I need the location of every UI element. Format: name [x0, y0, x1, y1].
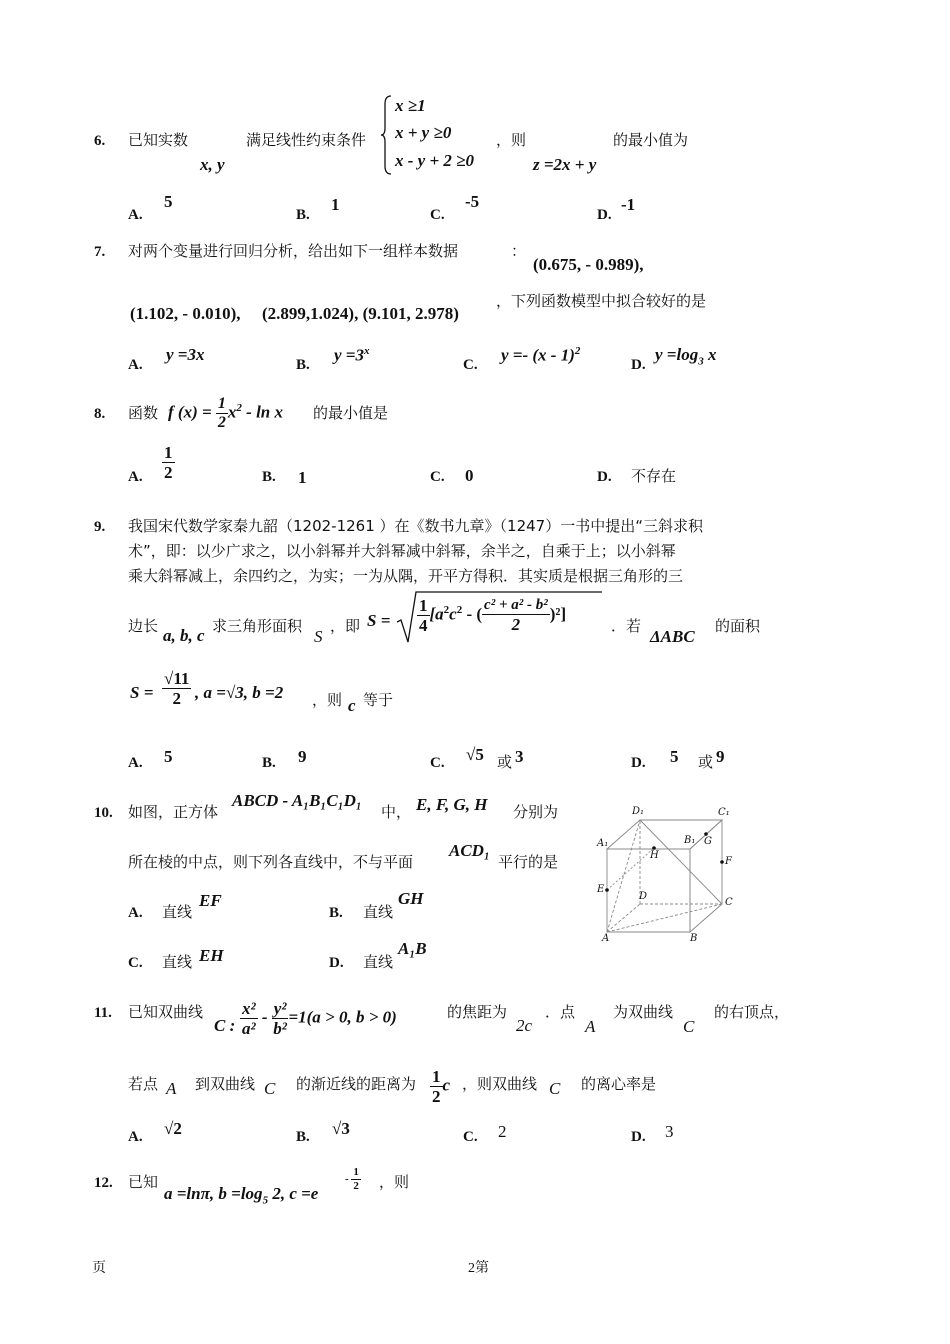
q12-number: 12. — [94, 1175, 113, 1191]
q10-cube-figure — [592, 800, 742, 950]
q6-option-b-value: 1 — [331, 195, 340, 214]
q6-constraint-2: x + y ≥0 — [395, 123, 452, 142]
q11-number: 11. — [94, 1005, 112, 1021]
q10-cube: ABCD - A₁B₁C₁D₁ — [232, 791, 362, 810]
q7-option-a-label: A. — [128, 357, 143, 373]
q10-plane: ACD₁ — [449, 841, 490, 860]
q11-text: 到双曲线 — [195, 1075, 256, 1093]
q7-point-1: (0.675, - 0.989), — [533, 255, 644, 274]
q6-number: 6. — [94, 133, 106, 149]
q11-point-a: A — [585, 1017, 596, 1036]
q6-option-a-value: 5 — [164, 192, 173, 211]
q10-fig-label-f: F — [725, 856, 732, 867]
q6-vars: x, y — [200, 155, 225, 174]
q9-option-c-label: C. — [430, 755, 445, 771]
q10-option-c-label: C. — [128, 955, 143, 971]
q10-option-d-text: 直线 — [363, 953, 394, 971]
q10-fig-label-c: C — [725, 897, 733, 908]
q8-option-a-value: $\frac{1}{2}$ — [164, 443, 173, 482]
q11-text: 的离心率是 — [581, 1075, 657, 1093]
q7-text: 对两个变量进行回归分析，给出如下一组样本数据 — [128, 242, 459, 260]
q6-objective: z =2x + y — [533, 155, 597, 174]
q7-option-b-value: $y =3^x$ — [334, 345, 370, 365]
q9-given-area: S = — [130, 683, 154, 702]
q9-text: 边长 — [128, 617, 159, 635]
q8-option-b-label: B. — [262, 469, 276, 485]
q10-option-d-value: A₁B — [398, 939, 427, 958]
q11-text: ，则双曲线 — [462, 1075, 538, 1093]
q6-text: 满足线性约束条件 — [246, 131, 367, 149]
q7-point-2: (1.102, - 0.010), — [130, 304, 241, 323]
q9-side-c: c — [348, 696, 356, 715]
q7-option-b-label: B. — [296, 357, 310, 373]
q10-fig-label-d1: D₁ — [632, 806, 645, 817]
q6-option-a-label: A. — [128, 207, 143, 223]
q9-given-sides: , a =√3, b =2 — [195, 683, 284, 702]
q9-given-frac: $\frac{√11}{2}$ — [164, 669, 190, 708]
q9-line-2: 术”，即：以少广求之，以小斜幂并大斜幂减中斜幂，余半之，自乘于上；以小斜幂 — [128, 542, 676, 560]
q11-option-b-value: √3 — [332, 1119, 350, 1138]
footer-left: 页 — [92, 1261, 106, 1276]
q9-text: 的面积 — [715, 617, 761, 635]
q10-option-a-label: A. — [128, 905, 143, 921]
q8-option-c-label: C. — [430, 469, 445, 485]
q11-text: 的焦距为 — [447, 1003, 508, 1021]
q11-hyperbola-c: C — [683, 1017, 695, 1036]
q11-text: 已知双曲线 — [128, 1003, 204, 1021]
q10-option-d-label: D. — [329, 955, 344, 971]
q9-text: ，则 — [312, 691, 343, 709]
q10-fig-label-a: A — [602, 933, 610, 944]
q10-text: 中， — [381, 803, 412, 821]
q9-option-c-value: √5 — [466, 745, 484, 764]
q11-hyperbola-c: C — [264, 1079, 276, 1098]
q11-option-d-label: D. — [631, 1129, 646, 1145]
q9-line-3: 乘大斜幂减上，余四约之，为实；一为从隅，开平方得积．其实质是根据三角形的三 — [128, 567, 684, 585]
q8-option-d-value: 不存在 — [631, 467, 677, 485]
q10-fig-label-e: E — [597, 884, 605, 895]
q9-option-b-value: 9 — [298, 747, 307, 766]
q7-option-a-value: y =3x — [166, 345, 205, 364]
q11-hyperbola-c: C — [549, 1079, 561, 1098]
q11-text: 的渐近线的距离为 — [296, 1075, 417, 1093]
q9-option-a-value: 5 — [164, 747, 173, 766]
q8-function: f (x) = $\frac{1}{2}$ $x^2$ - ln x — [168, 395, 284, 431]
q6-constraint-1: x ≥1 — [395, 96, 426, 115]
q8-text: 的最小值是 — [313, 404, 389, 422]
q6-brace — [381, 94, 393, 176]
q9-triangle: ΔABC — [650, 627, 695, 646]
q9-option-c-value-2: 3 — [515, 747, 524, 766]
q12-text: 已知 — [128, 1173, 159, 1191]
q6-constraint-3: x - y + 2 ≥0 — [395, 151, 474, 170]
q8-text: 函数 — [128, 404, 159, 422]
q9-option-c-or: 或 — [497, 753, 513, 771]
q9-text: 求三角形面积 — [212, 617, 303, 635]
q7-option-c-value: y =- (x - 1)$^2$ — [501, 345, 581, 365]
q11-focal: 2c — [516, 1016, 533, 1035]
q11-text: 的右顶点， — [714, 1003, 790, 1021]
q11-distance: $\frac{1}{2}$ c — [432, 1067, 451, 1106]
q11-equation: C : — [214, 1016, 236, 1035]
q7-number: 7. — [94, 244, 106, 260]
q8-option-d-label: D. — [597, 469, 612, 485]
q9-formula-lhs: S = — [367, 611, 391, 630]
q11-text: ．点 — [545, 1003, 576, 1021]
q11-point-a: A — [166, 1079, 177, 1098]
q10-fig-label-h: H — [650, 850, 659, 861]
q9-number: 9. — [94, 519, 106, 535]
q11-option-b-label: B. — [296, 1129, 310, 1145]
q9-sides: a, b, c — [163, 626, 205, 645]
q9-area-symbol: S — [314, 627, 323, 646]
q11-equation-fracs: $\frac{\text{x²}}{\text{a²}}$ - $\frac{\text{y²}}{\text{b²}}$ =1(a > 0, b > 0) — [242, 999, 397, 1038]
q9-option-d-value: 5 — [670, 747, 679, 766]
q11-option-d-value: 3 — [665, 1122, 674, 1141]
q12-exponent: - $\frac{1}{2}$ — [345, 1166, 359, 1192]
page-number: 2第 — [468, 1261, 489, 1276]
q10-fig-label-g: G — [704, 836, 712, 847]
q10-option-b-value: GH — [398, 889, 424, 908]
q6-option-c-label: C. — [430, 207, 445, 223]
q9-option-d-label: D. — [631, 755, 646, 771]
q7-option-d-value: $y =\log_3$ x — [655, 345, 717, 368]
q7-points-3-4: (2.899,1.024), (9.101, 2.978) — [262, 304, 459, 323]
q11-text: 为双曲线 — [613, 1003, 674, 1021]
q10-fig-label-a1: A₁ — [597, 838, 609, 849]
q9-option-d-value-2: 9 — [716, 747, 725, 766]
q11-option-c-value: 2 — [498, 1122, 507, 1141]
q9-formula-inner: $\frac{1}{4}$ [$a^2c^2$ - ( $\frac{\text{c² + a² - b²}}{2}$ )²] — [419, 596, 567, 635]
q6-text: 已知实数 — [128, 131, 189, 149]
q10-text: 所在棱的中点，则下列各直线中，不与平面 — [128, 853, 414, 871]
q7-option-d-label: D. — [631, 357, 646, 373]
q9-text: ，即 — [330, 617, 361, 635]
q10-text: 平行的是 — [498, 853, 559, 871]
q10-text: 分别为 — [513, 803, 559, 821]
q6-option-c-value: -5 — [465, 192, 480, 211]
q8-option-a-label: A. — [128, 469, 143, 485]
q9-option-b-label: B. — [262, 755, 276, 771]
q11-text: 若点 — [128, 1075, 159, 1093]
q12-text: ，则 — [379, 1173, 410, 1191]
q10-option-b-label: B. — [329, 905, 343, 921]
q9-option-a-label: A. — [128, 755, 143, 771]
q7-text: ，下列函数模型中拟合较好的是 — [496, 292, 707, 310]
q6-option-d-label: D. — [597, 207, 612, 223]
q9-line-1: 我国宋代数学家秦九韶（1202-1261 ）在《数书九章》（1247）一书中提出“三斜求积 — [128, 517, 703, 535]
q8-option-c-value: 0 — [465, 466, 474, 485]
q7-option-c-label: C. — [463, 357, 478, 373]
q10-option-a-value: EF — [199, 891, 222, 910]
q9-option-d-or: 或 — [698, 753, 714, 771]
q9-text: 等于 — [363, 691, 394, 709]
q7-colon: ： — [511, 242, 527, 260]
q11-option-c-label: C. — [463, 1129, 478, 1145]
q12-expression: a =lnπ, $b =\log_5$ 2, c =e — [164, 1184, 319, 1207]
q10-option-b-text: 直线 — [363, 903, 394, 921]
q8-option-b-value: 1 — [298, 468, 307, 487]
q10-fig-label-c1: C₁ — [718, 807, 730, 818]
q10-text: 如图，正方体 — [128, 803, 219, 821]
q10-number: 10. — [94, 805, 113, 821]
q11-option-a-label: A. — [128, 1129, 143, 1145]
q11-option-a-value: √2 — [164, 1119, 182, 1138]
q6-option-b-label: B. — [296, 207, 310, 223]
q9-text: ．若 — [611, 617, 642, 635]
q6-text: ，则 — [496, 131, 527, 149]
q10-fig-label-d: D — [639, 891, 648, 902]
q10-option-c-value: EH — [199, 946, 224, 965]
q8-number: 8. — [94, 406, 106, 422]
q6-text: 的最小值为 — [613, 131, 689, 149]
q10-option-c-text: 直线 — [162, 953, 193, 971]
q6-option-d-value: -1 — [621, 195, 636, 214]
q10-fig-label-b1: B₁ — [684, 835, 696, 846]
q10-option-a-text: 直线 — [162, 903, 193, 921]
q10-fig-label-b: B — [690, 933, 698, 944]
q10-points: E, F, G, H — [416, 795, 488, 814]
